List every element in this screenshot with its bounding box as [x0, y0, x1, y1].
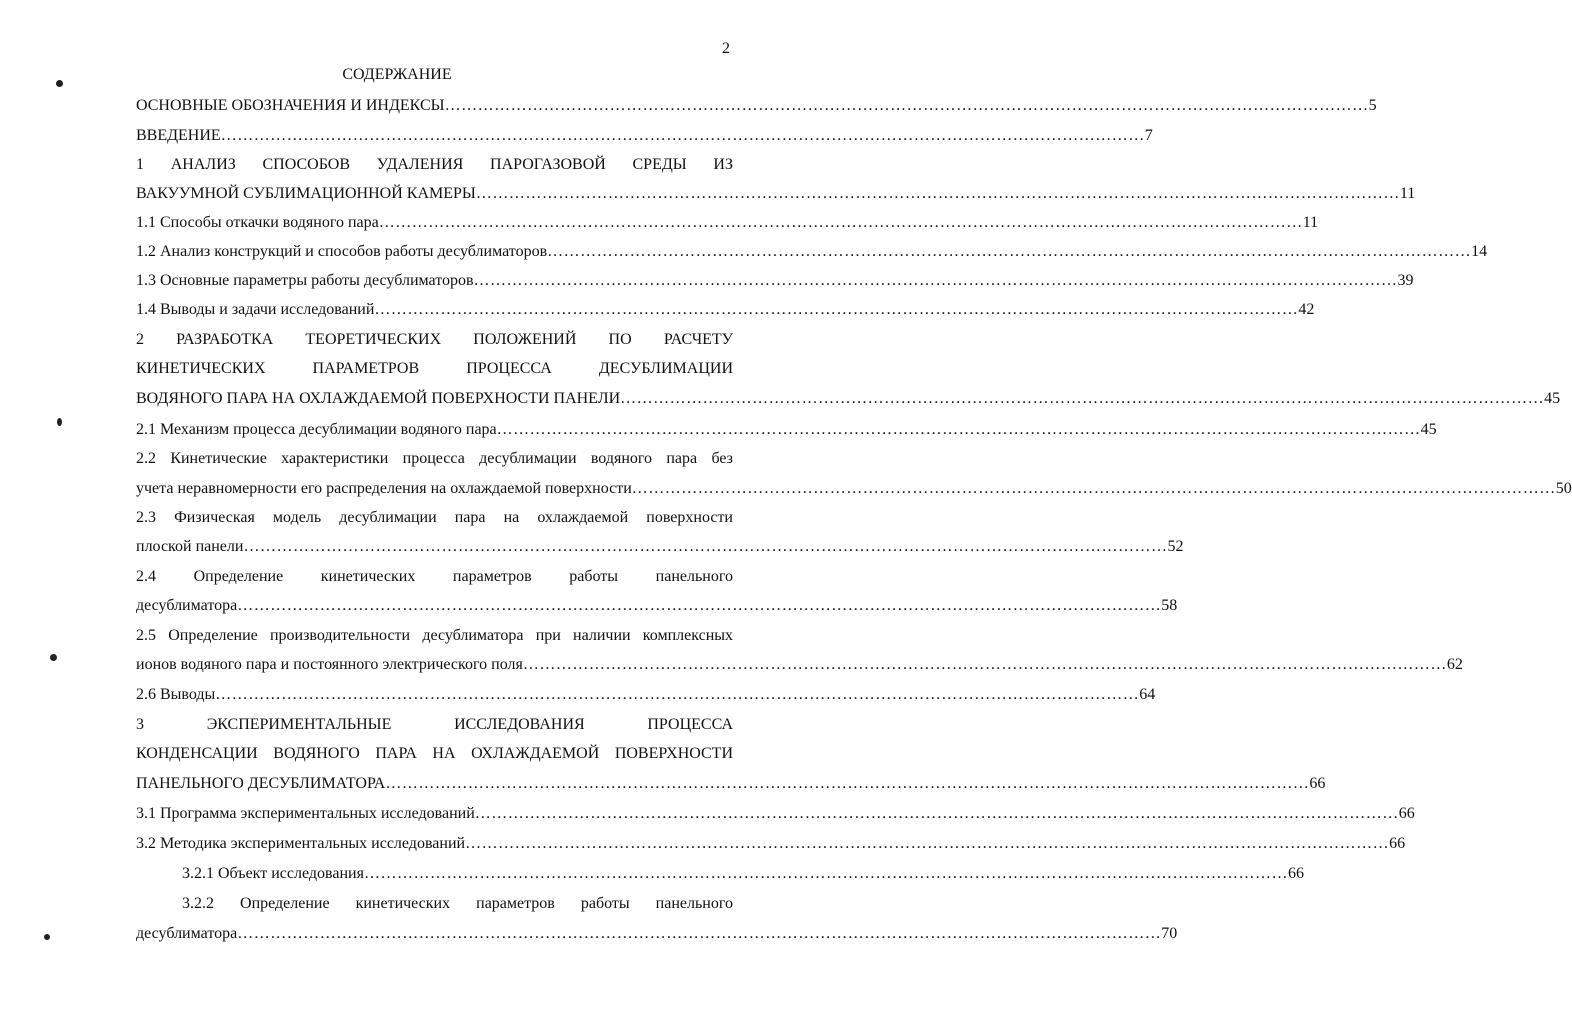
scan-mark	[57, 418, 62, 426]
toc-page-number: 39	[1397, 272, 1414, 289]
page-title: СОДЕРЖАНИЕ	[342, 66, 452, 83]
toc-page-number: 70	[1161, 925, 1178, 942]
scan-mark	[50, 654, 57, 661]
toc-entry	[136, 299, 1315, 321]
toc-entry-text: 3.1 Программа экспериментальных исследований	[136, 805, 475, 822]
page-number: 2	[722, 40, 730, 57]
toc-entry-text: 1.4 Выводы и задачи исследований	[136, 301, 375, 318]
toc-entry	[136, 654, 1463, 676]
dot-leader: ……………………………………………………………………………………………………………………………………………………	[363, 865, 1288, 882]
toc-page-number: 45	[1420, 421, 1437, 438]
toc-entry-line: 2.4 Определение кинетических параметров работы панельного	[136, 568, 733, 585]
dot-leader: ……………………………………………………………………………………………………………………………………………………	[444, 97, 1369, 114]
dot-leader: ……………………………………………………………………………………………………………………………………………………	[474, 805, 1399, 822]
toc-page-number: 66	[1398, 805, 1415, 822]
dot-leader: ……………………………………………………………………………………………………………………………………………………	[496, 421, 1421, 438]
toc-entry-text: ВАКУУМНОЙ СУБЛИМАЦИОННОЙ КАМЕРЫ	[136, 185, 476, 202]
dot-leader: ……………………………………………………………………………………………………………………………………………………	[220, 127, 1145, 144]
toc-entry-text: ПАНЕЛЬНОГО ДЕСУБЛИМАТОРА	[136, 775, 386, 792]
dot-leader: ……………………………………………………………………………………………………………………………………………………	[620, 390, 1545, 407]
toc-entry-line: КОНДЕНСАЦИИ ВОДЯНОГО ПАРА НА ОХЛАЖДАЕМОЙ ПОВЕРХНОСТИ	[136, 745, 733, 762]
toc-entry-text: ВОДЯНОГО ПАРА НА ОХЛАЖДАЕМОЙ ПОВЕРХНОСТИ ПАНЕЛИ	[136, 390, 621, 407]
toc-page-number: 66	[1389, 835, 1406, 852]
toc-entry	[136, 125, 1153, 147]
toc-entry-text: 3.2.1 Объект исследования	[182, 865, 364, 882]
toc-entry-line: 2.2 Кинетические характеристики процесса десублимации водяного пара без	[136, 450, 733, 467]
toc-entry	[136, 95, 1377, 117]
toc-entry-line: 3.2.2 Определение кинетических параметров работы панельного	[182, 895, 733, 912]
toc-entry-text: 3.2 Методика экспериментальных исследований	[136, 835, 466, 852]
dot-leader: ……………………………………………………………………………………………………………………………………………………	[475, 185, 1400, 202]
dot-leader: ……………………………………………………………………………………………………………………………………………………	[374, 301, 1299, 318]
scan-mark	[44, 934, 50, 940]
toc-page-number: 62	[1446, 656, 1463, 673]
dot-leader: ……………………………………………………………………………………………………………………………………………………	[243, 538, 1168, 555]
toc-entry-text: 2.1 Механизм процесса десублимации водяного пара	[136, 421, 497, 438]
toc-entry-text: 2.6 Выводы	[136, 686, 216, 703]
toc-entry-text: 1.1 Способы откачки водяного пара	[136, 214, 379, 231]
dot-leader: ……………………………………………………………………………………………………………………………………………………	[237, 597, 1162, 614]
toc-entry	[136, 241, 1488, 263]
toc-entry-text: десублиматора	[136, 925, 238, 942]
toc-entry	[136, 270, 1414, 292]
dot-leader: ……………………………………………………………………………………………………………………………………………………	[465, 835, 1390, 852]
scan-mark	[56, 80, 63, 87]
toc-entry-line: 2 РАЗРАБОТКА ТЕОРЕТИЧЕСКИХ ПОЛОЖЕНИЙ ПО РАСЧЕТУ	[136, 331, 733, 348]
toc-entry-text: ионов водяного пара и постоянного электрического поля	[136, 656, 523, 673]
toc-entry	[136, 923, 1178, 945]
dot-leader: ……………………………………………………………………………………………………………………………………………………	[215, 686, 1140, 703]
toc-entry	[136, 419, 1437, 441]
toc-entry-text: плоской панели	[136, 538, 244, 555]
toc-page-number: 58	[1161, 597, 1178, 614]
toc-entry	[136, 183, 1416, 205]
toc-entry	[136, 803, 1415, 825]
toc-entry-line: 3 ЭКСПЕРИМЕНТАЛЬНЫЕ ИССЛЕДОВАНИЯ ПРОЦЕССА	[136, 716, 733, 733]
dot-leader: ……………………………………………………………………………………………………………………………………………………	[631, 480, 1556, 497]
toc-entry	[136, 684, 1156, 706]
toc-entry-line: 1 АНАЛИЗ СПОСОБОВ УДАЛЕНИЯ ПАРОГАЗОВОЙ СРЕДЫ ИЗ	[136, 156, 733, 173]
toc-entry-line: 2.5 Определение производительности десублиматора при наличии комплексных	[136, 627, 733, 644]
dot-leader: ……………………………………………………………………………………………………………………………………………………	[473, 272, 1398, 289]
toc-entry	[136, 536, 1184, 558]
toc-page-number: 11	[1399, 185, 1416, 202]
toc-entry	[136, 833, 1406, 855]
toc-page-number: 50	[1555, 480, 1572, 497]
toc-entry-text: 1.2 Анализ конструкций и способов работы десублиматоров	[136, 243, 548, 260]
toc-entry-text: ВВЕДЕНИЕ	[136, 127, 221, 144]
dot-leader: ……………………………………………………………………………………………………………………………………………………	[522, 656, 1447, 673]
toc-page-number: 64	[1139, 686, 1156, 703]
toc-entry-line: 2.3 Физическая модель десублимации пара на охлаждаемой поверхности	[136, 509, 733, 526]
toc-entry	[182, 863, 1304, 885]
toc-page-number: 66	[1309, 775, 1326, 792]
toc-page-number: 66	[1287, 865, 1304, 882]
toc-entry	[136, 773, 1326, 795]
toc-entry-text: 1.3 Основные параметры работы десублиматоров	[136, 272, 474, 289]
dot-leader: ……………………………………………………………………………………………………………………………………………………	[547, 243, 1472, 260]
toc-entry-text: учета неравномерности его распределения на охлаждаемой поверхности	[136, 480, 632, 497]
toc-entry	[136, 388, 1561, 410]
toc-page-number: 11	[1302, 214, 1319, 231]
toc-page-number: 14	[1471, 243, 1488, 260]
toc-entry-line: КИНЕТИЧЕСКИХ ПАРАМЕТРОВ ПРОЦЕССА ДЕСУБЛИМАЦИИ	[136, 360, 733, 377]
dot-leader: ……………………………………………………………………………………………………………………………………………………	[385, 775, 1310, 792]
dot-leader: ……………………………………………………………………………………………………………………………………………………	[378, 214, 1303, 231]
toc-page-number: 7	[1144, 127, 1153, 144]
toc-page-number: 52	[1167, 538, 1184, 555]
toc-page-number: 45	[1544, 390, 1561, 407]
toc-entry	[136, 478, 1572, 500]
toc-entry-text: десублиматора	[136, 597, 238, 614]
toc-entry	[136, 212, 1319, 234]
toc-page-number: 42	[1298, 301, 1315, 318]
dot-leader: ……………………………………………………………………………………………………………………………………………………	[237, 925, 1162, 942]
toc-entry-text: ОСНОВНЫЕ ОБОЗНАЧЕНИЯ И ИНДЕКСЫ	[136, 97, 445, 114]
toc-page-number: 5	[1368, 97, 1377, 114]
toc-entry	[136, 595, 1178, 617]
